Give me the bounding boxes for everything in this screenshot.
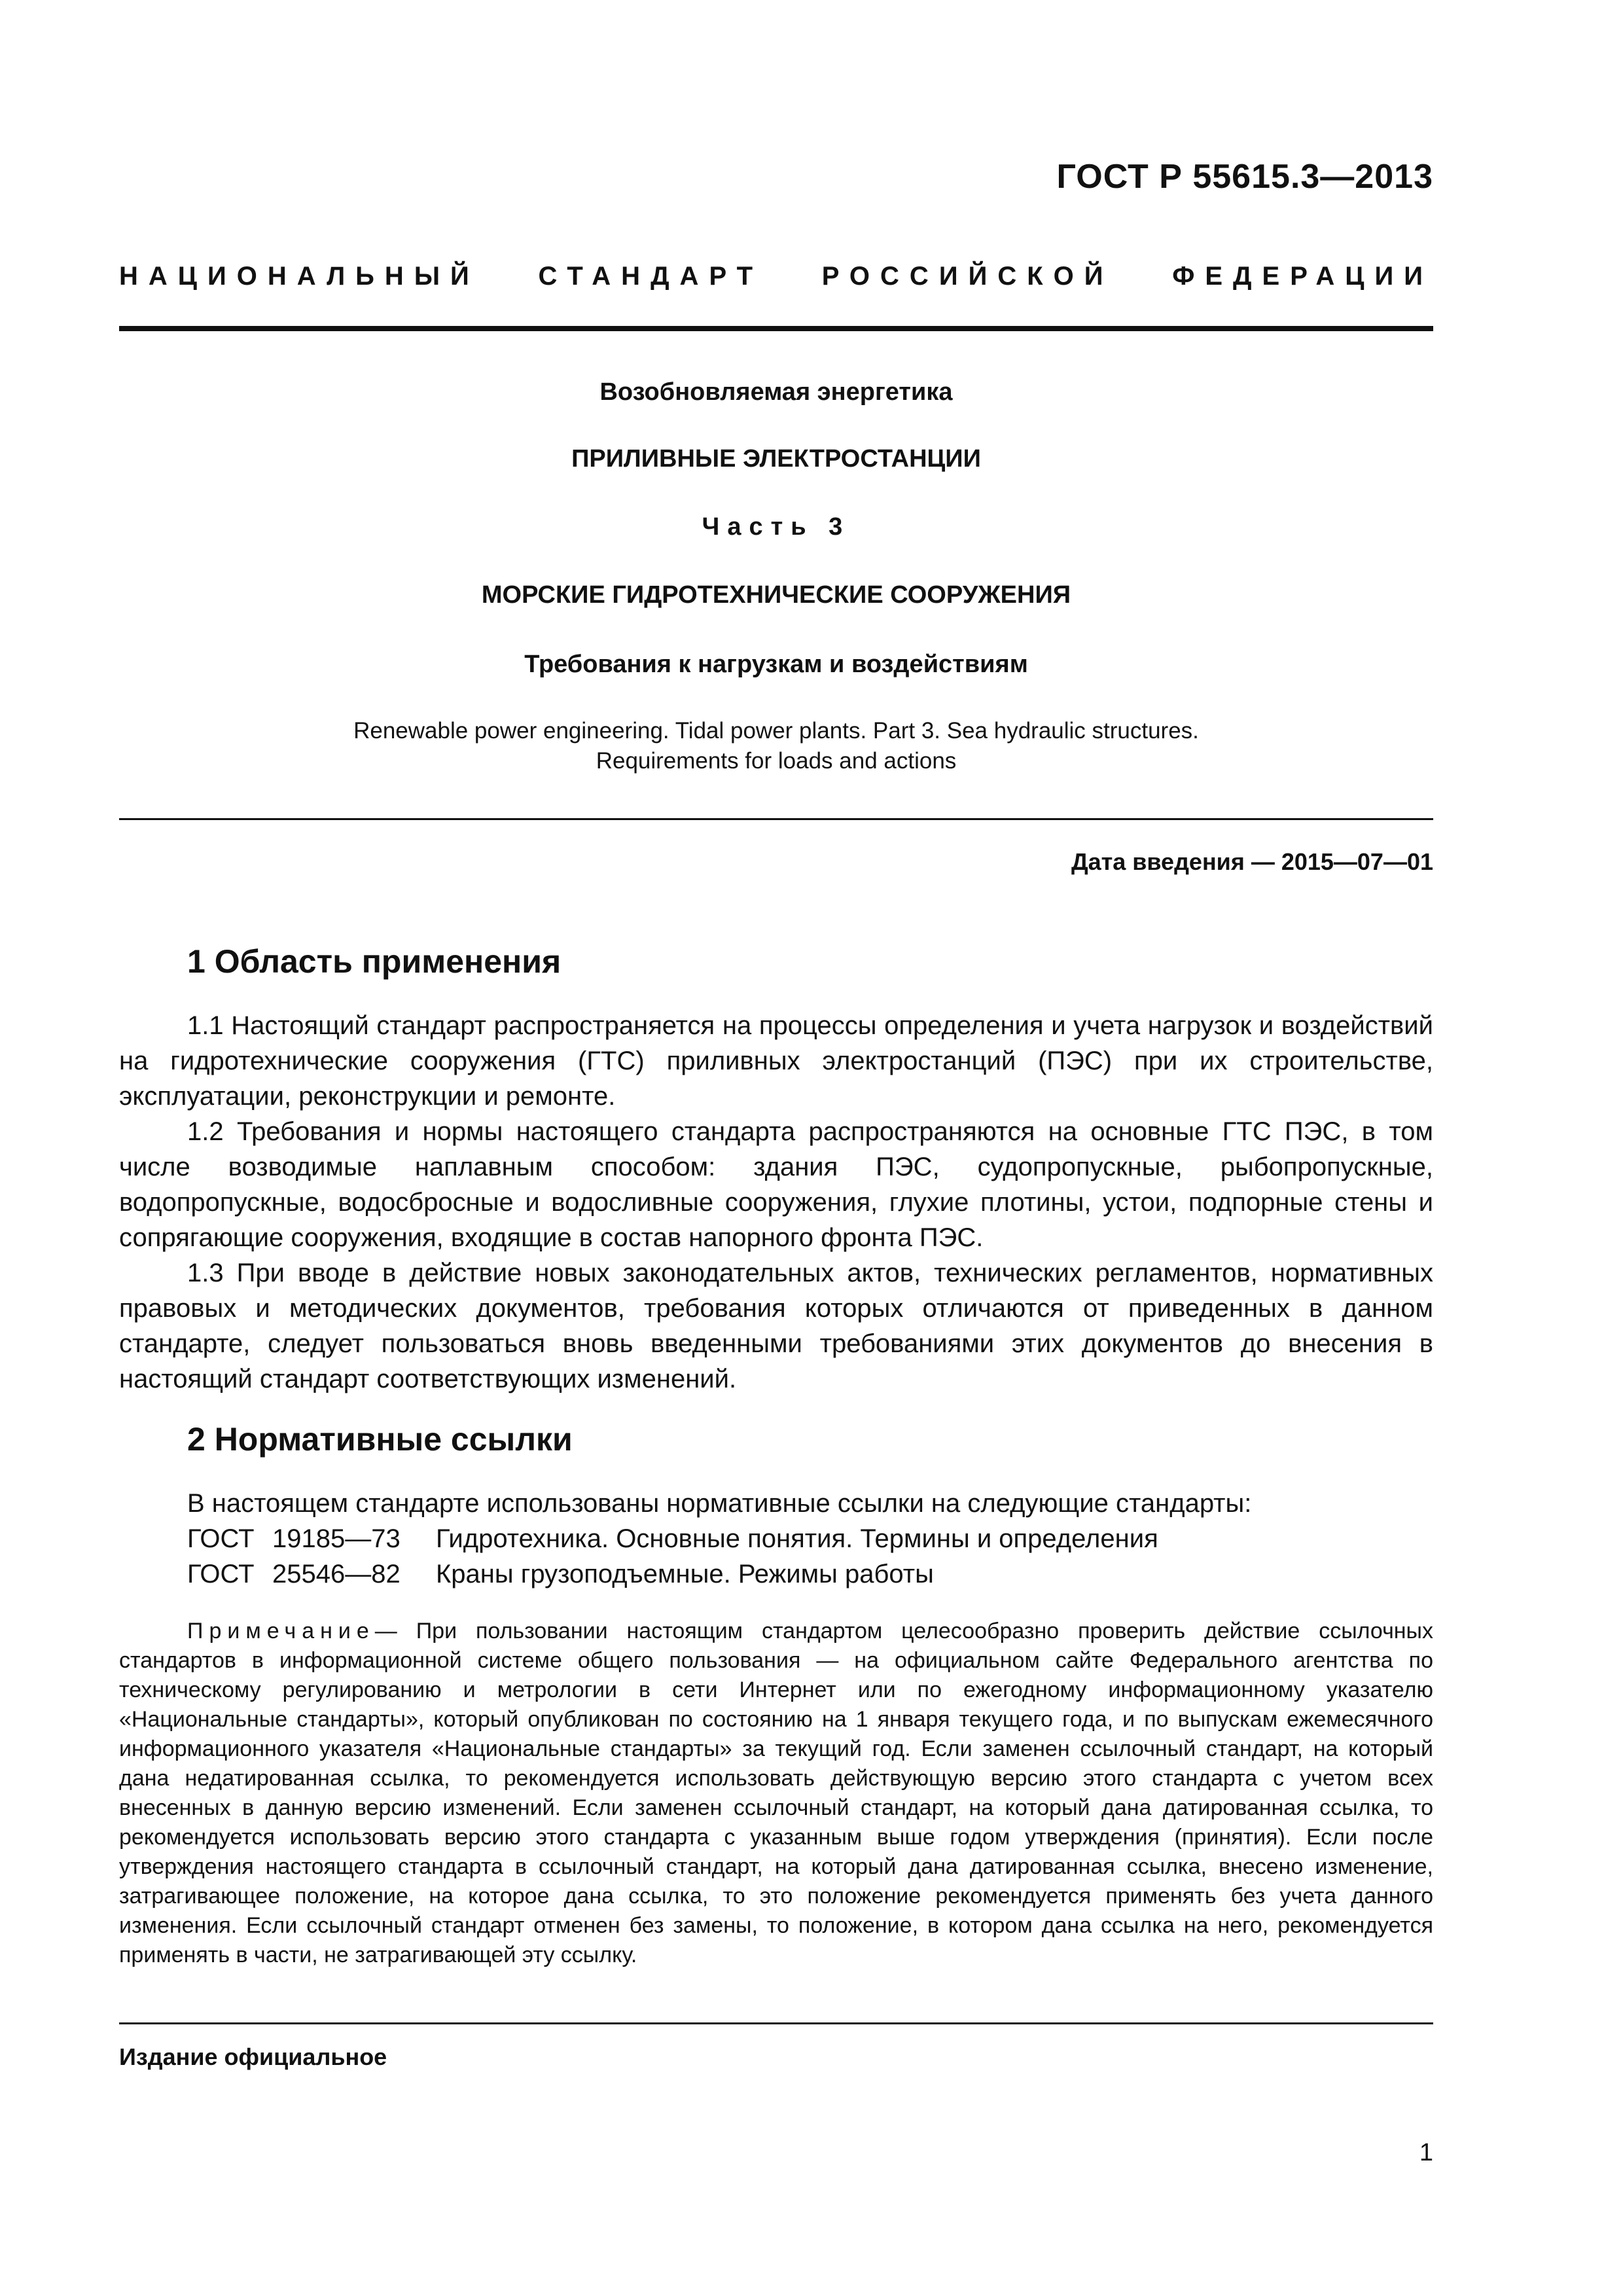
section-2-heading: 2 Нормативные ссылки xyxy=(187,1421,573,1458)
header-divider xyxy=(119,326,1433,331)
banner-word: НАЦИОНАЛЬНЫЙ xyxy=(119,262,480,291)
title-main: ПРИЛИВНЫЕ ЭЛЕКТРОСТАНЦИИ xyxy=(571,445,981,473)
banner-word: РОССИЙСКОЙ xyxy=(821,262,1114,291)
section-1-body xyxy=(119,1008,1433,1397)
official-edition-label: Издание официальное xyxy=(119,2043,387,2070)
reference-item xyxy=(187,1521,1433,1556)
title-part: Часть 3 xyxy=(702,513,851,541)
banner-word: СТАНДАРТ xyxy=(538,262,764,291)
page-number: 1 xyxy=(1419,2139,1433,2166)
reference-code: ГОСТ xyxy=(187,1524,255,1553)
paragraph-1-2: 1.2 Требования и нормы настоящего стандарта распространяются на основные ГТС ПЭС, в том числе возводимые наплавным способом: здания ПЭС, судопропускные, рыбопропускные, водопропускные, водосбросные и водосливные сооружения, глухие плотины, устои, подпорные стены и сопрягающие сооружения, входящие в состав напорного фронта ПЭС. xyxy=(119,1117,1433,1252)
effective-date: Дата введения — 2015—07—01 xyxy=(1071,848,1433,875)
note-block xyxy=(119,1617,1433,1970)
note-text: — При пользовании настоящим стандартом целесообразно проверить действие ссылочных стандартов в информационной системе общего пользования — на официальном сайте Федерального агентства по техническому регулированию и метрологии в сети Интернет или по ежегодному информационному указателю «Национальные стандарты», который опубликован по состоянию на 1 января текущего года, и по выпускам ежемесячного информационного указателя «Национальные стандарты» за текущий год. Если заменен ссылочный стандарт, на который дана недатированная ссылка, то рекомендуется использовать действующую версию этого стандарта с учетом всех внесенных в данную версию изменений. Если заменен ссылочный стандарт, на который дана датированная ссылка, то рекомендуется использовать версию этого стандарта с указанным выше годом утверждения (принятия). Если после утверждения настоящего стандарта в ссылочный стандарт, на который дана датированная ссылка, внесено изменение, затрагивающее положение, на которое дана ссылка, то это положение рекомендуется применять без учета данного изменения. Если ссылочный стандарт отменен без замены, то положение, в котором дана ссылка на него, рекомендуется применять в части, не затрагивающей эту ссылку. xyxy=(119,1619,1433,1967)
section-1-heading: 1 Область применения xyxy=(187,943,562,980)
title-requirements: Требования к нагрузкам и воздействиям xyxy=(524,651,1028,678)
reference-title: Краны грузоподъемные. Режимы работы xyxy=(436,1560,934,1588)
note-label: Примечание xyxy=(187,1619,375,1643)
title-category: Возобновляемая энергетика xyxy=(599,378,953,406)
paragraph-1-1: 1.1 Настоящий стандарт распространяется на процессы определения и учета нагрузок и воздействий на гидротехнические сооружения (ГТС) приливных электростанций (ПЭС) при их строительстве, эксплуатации, реконструкции и ремонте. xyxy=(119,1011,1433,1111)
references-intro: В настоящем стандарте использованы нормативные ссылки на следующие стандарты: xyxy=(187,1489,1252,1518)
title-divider xyxy=(119,818,1433,820)
document-number: ГОСТ Р 55615.3—2013 xyxy=(1056,158,1433,196)
reference-number: 19185—73 xyxy=(272,1524,401,1553)
reference-item xyxy=(187,1556,1433,1592)
title-english xyxy=(119,716,1433,776)
title-english-line: Renewable power engineering. Tidal power plants. Part 3. Sea hydraulic structures. xyxy=(353,718,1199,744)
paragraph-1-3: 1.3 При вводе в действие новых законодательных актов, технических регламентов, нормативных правовых и методических документов, требования которых отличаются от приведенных в данном стандарте, следует пользоваться вновь введенными требованиями этих документов до внесения в настоящий стандарт соответствующих изменений. xyxy=(119,1259,1433,1393)
reference-number: 25546—82 xyxy=(272,1560,401,1588)
national-standard-banner xyxy=(119,262,1433,291)
normative-references xyxy=(187,1486,1433,1592)
title-subtitle: МОРСКИЕ ГИДРОТЕХНИЧЕСКИЕ СООРУЖЕНИЯ xyxy=(481,581,1071,609)
footer-divider xyxy=(119,2022,1433,2024)
banner-word: ФЕДЕРАЦИИ xyxy=(1172,262,1433,291)
reference-code: ГОСТ xyxy=(187,1560,255,1588)
title-english-line: Requirements for loads and actions xyxy=(596,748,957,774)
reference-title: Гидротехника. Основные понятия. Термины и определения xyxy=(436,1524,1158,1553)
